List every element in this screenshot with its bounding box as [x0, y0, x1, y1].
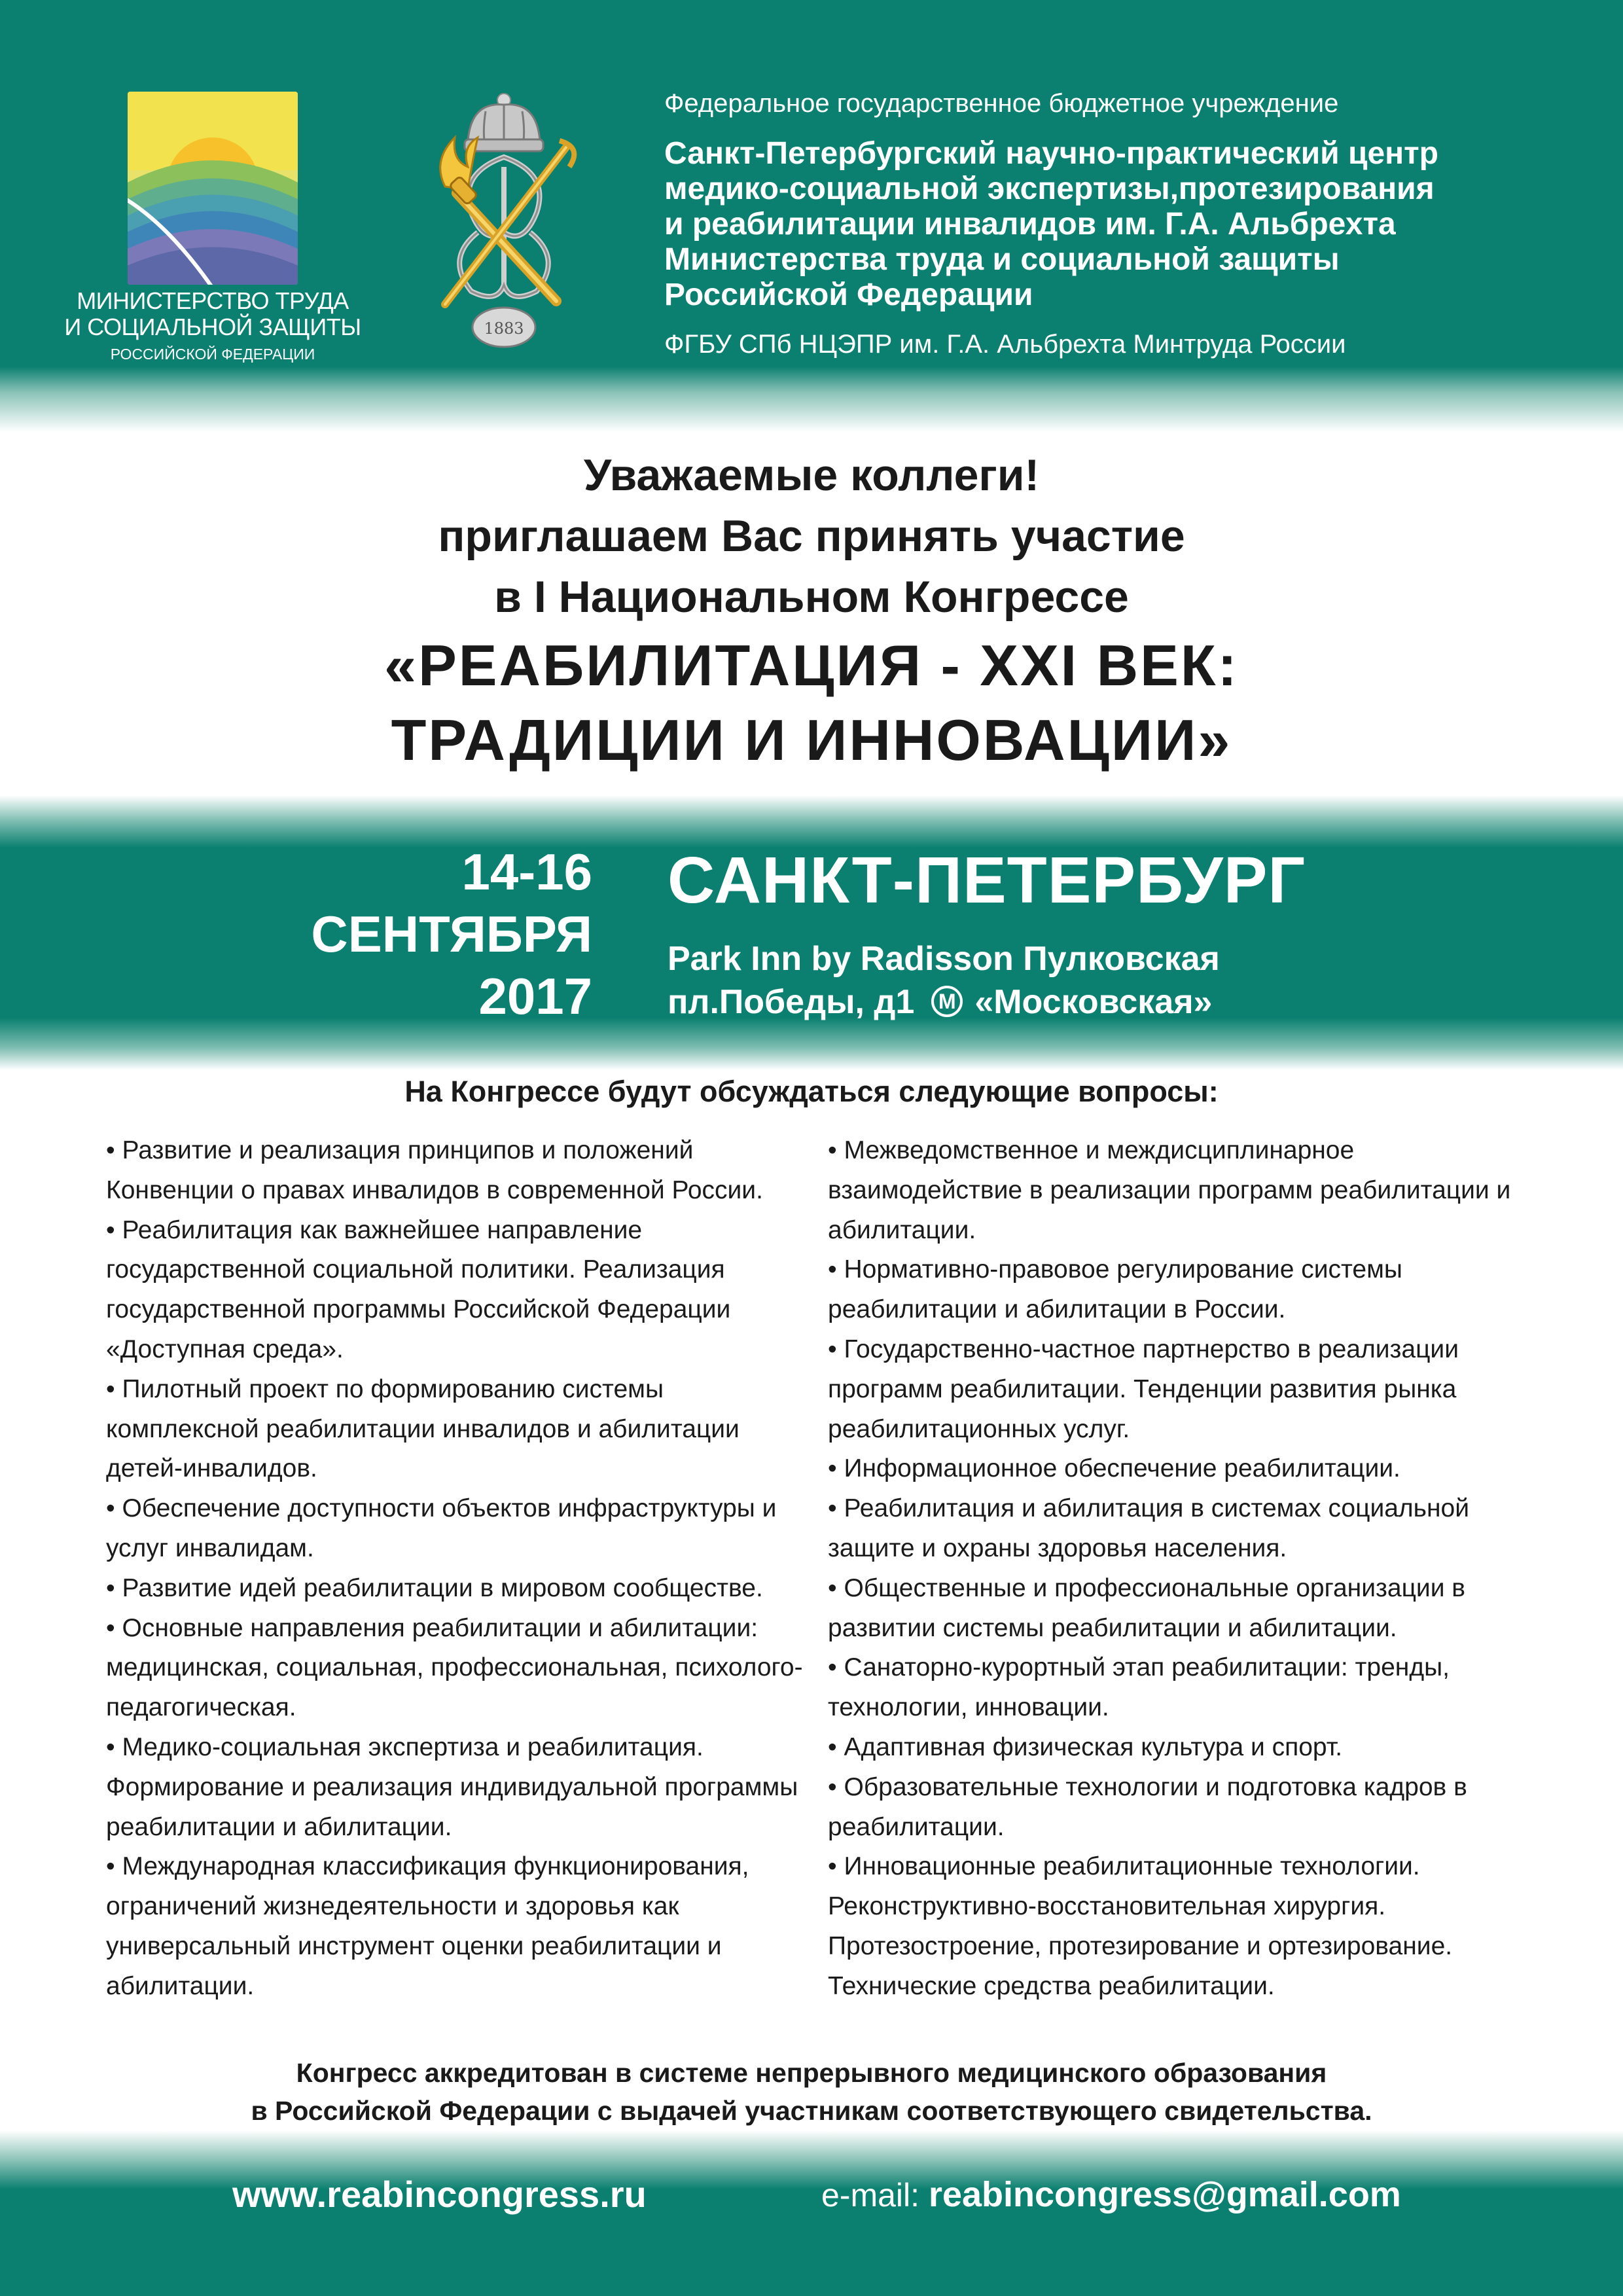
metro-icon: М — [931, 986, 963, 1017]
event-dates — [311, 841, 592, 1028]
institution-name-line: Санкт-Петербургский научно-практический центр — [664, 136, 1438, 171]
topics-left-column — [106, 1131, 813, 2007]
accreditation-line: Конгресс аккредитован в системе непрерывного медицинского образования — [296, 2058, 1327, 2088]
topic-item: • Общественные и профессиональные организации в развитии системы реабилитации и абилитации. — [828, 1573, 1466, 1642]
congress-title-line: «РЕАБИЛИТАЦИЯ - XXI ВЕК: — [384, 633, 1239, 698]
topic-item: • Информационное обеспечение реабилитации. — [828, 1454, 1400, 1483]
email-contact — [821, 2172, 1401, 2218]
topic-item: • Развитие и реализация принципов и положений Конвенции о правах инвалидов в современной России. — [106, 1136, 763, 1204]
institution-name-line: Министерства труда и социальной защиты — [664, 242, 1340, 277]
website-link[interactable]: www.reabincongress.ru — [232, 2174, 647, 2215]
ministry-line-3: РОССИЙСКОЙ ФЕДЕРАЦИИ — [110, 346, 315, 363]
topic-item: • Адаптивная физическая культура и спорт. — [828, 1732, 1343, 1761]
invitation-line: приглашаем Вас принять участие — [438, 511, 1185, 561]
ministry-line-1: МИНИСТЕРСТВО ТРУДА — [77, 287, 349, 314]
event-location — [668, 844, 1306, 1024]
accreditation-note — [0, 2054, 1623, 2130]
institution-name-line: Российской Федерации — [664, 278, 1033, 312]
topic-item: • Нормативно-правовое регулирование системы реабилитации и абилитации в России. — [828, 1255, 1402, 1324]
accreditation-line: в Российской Федерации с выдачей участникам соответствующего свидетельства. — [251, 2096, 1372, 2126]
topic-item: • Межведомственное и междисциплинарное взаимодействие в реализации программ реабилитации и абилитации. — [828, 1136, 1511, 1244]
topic-item: • Пилотный проект по формированию системы комплексной реабилитации инвалидов и абилитации детей-инвалидов. — [106, 1374, 740, 1483]
event-address-line — [668, 980, 1306, 1024]
institution-name-line: и реабилитации инвалидов им. Г.А. Альбрехта — [664, 207, 1396, 242]
ministry-name — [39, 288, 386, 364]
topic-item: • Развитие идей реабилитации в мировом сообществе. — [106, 1573, 763, 1602]
institution-emblem — [406, 75, 602, 357]
congress-title-line: ТРАДИЦИИ И ИННОВАЦИИ» — [391, 708, 1232, 772]
institution-name — [664, 136, 1594, 313]
event-city: САНКТ-ПЕТЕРБУРГ — [668, 844, 1306, 917]
topic-item: • Государственно-частное партнерство в реализации программ реабилитации. Тенденции развития рынка реабилитационных услуг. — [828, 1335, 1459, 1443]
event-month: СЕНТЯБРЯ — [311, 905, 592, 963]
topic-item: • Обеспечение доступности объектов инфраструктуры и услуг инвалидам. — [106, 1494, 777, 1562]
ministry-logo — [128, 92, 298, 285]
event-venue: Park Inn by Radisson Пулковская — [668, 940, 1220, 978]
event-days: 14-16 — [461, 843, 592, 901]
emblem-year: 1883 — [484, 319, 524, 338]
event-address: пл.Победы, д1 — [668, 983, 915, 1021]
institution-header — [664, 85, 1594, 363]
email-link[interactable]: reabincongress@gmail.com — [928, 2175, 1401, 2214]
event-venue-block — [668, 937, 1306, 1024]
invitation-line: Уважаемые коллеги! — [583, 450, 1040, 500]
topic-item: • Медико-социальная экспертиза и реабилитация. Формирование и реализация индивидуальной программы реабилитации и абилитации. — [106, 1732, 798, 1841]
topic-item: • Инновационные реабилитационные технологии. Реконструктивно-восстановительная хирургия. Протезостроение, протезирование и ортезирование. Технические средства реабилитации. — [828, 1852, 1453, 2000]
institution-name-line: медико-социальной экспертизы,протезирования — [664, 171, 1435, 206]
institution-abbreviation: ФГБУ СПб НЦЭПР им. Г.А. Альбрехта Минтруда России — [664, 330, 1346, 359]
invitation — [0, 445, 1623, 777]
institution-type: Федеральное государственное бюджетное учреждение — [664, 89, 1339, 118]
metro-station: «Московская» — [974, 983, 1213, 1021]
topic-item: • Основные направления реабилитации и абилитации: медицинская, социальная, профессиональная, психолого-педагогическая. — [106, 1613, 803, 1722]
ministry-line-2: И СОЦИАЛЬНОЙ ЗАЩИТЫ — [64, 314, 361, 340]
topics-heading: На Конгрессе будут обсуждаться следующие вопросы: — [404, 1075, 1219, 1108]
topic-item: • Реабилитация и абилитация в системах социальной защите и охраны здоровья населения. — [828, 1494, 1470, 1562]
topics-right-column — [828, 1131, 1541, 2007]
invitation-line: в I Национальном Конгрессе — [494, 572, 1129, 622]
email-label: e-mail: — [821, 2177, 920, 2214]
topic-item: • Реабилитация как важнейшее направление государственной социальной политики. Реализация государственной программы Российской Федерации «Доступная среда». — [106, 1215, 731, 1363]
topic-item: • Международная классификация функционирования, ограничений жизнедеятельности и здоровья как универсальный инструмент оценки реабилитации и абилитации. — [106, 1852, 749, 2000]
event-year: 2017 — [478, 967, 592, 1025]
topic-item: • Санаторно-курортный этап реабилитации: тренды, технологии, инновации. — [828, 1653, 1450, 1722]
topic-item: • Образовательные технологии и подготовка кадров в реабилитации. — [828, 1772, 1467, 1841]
